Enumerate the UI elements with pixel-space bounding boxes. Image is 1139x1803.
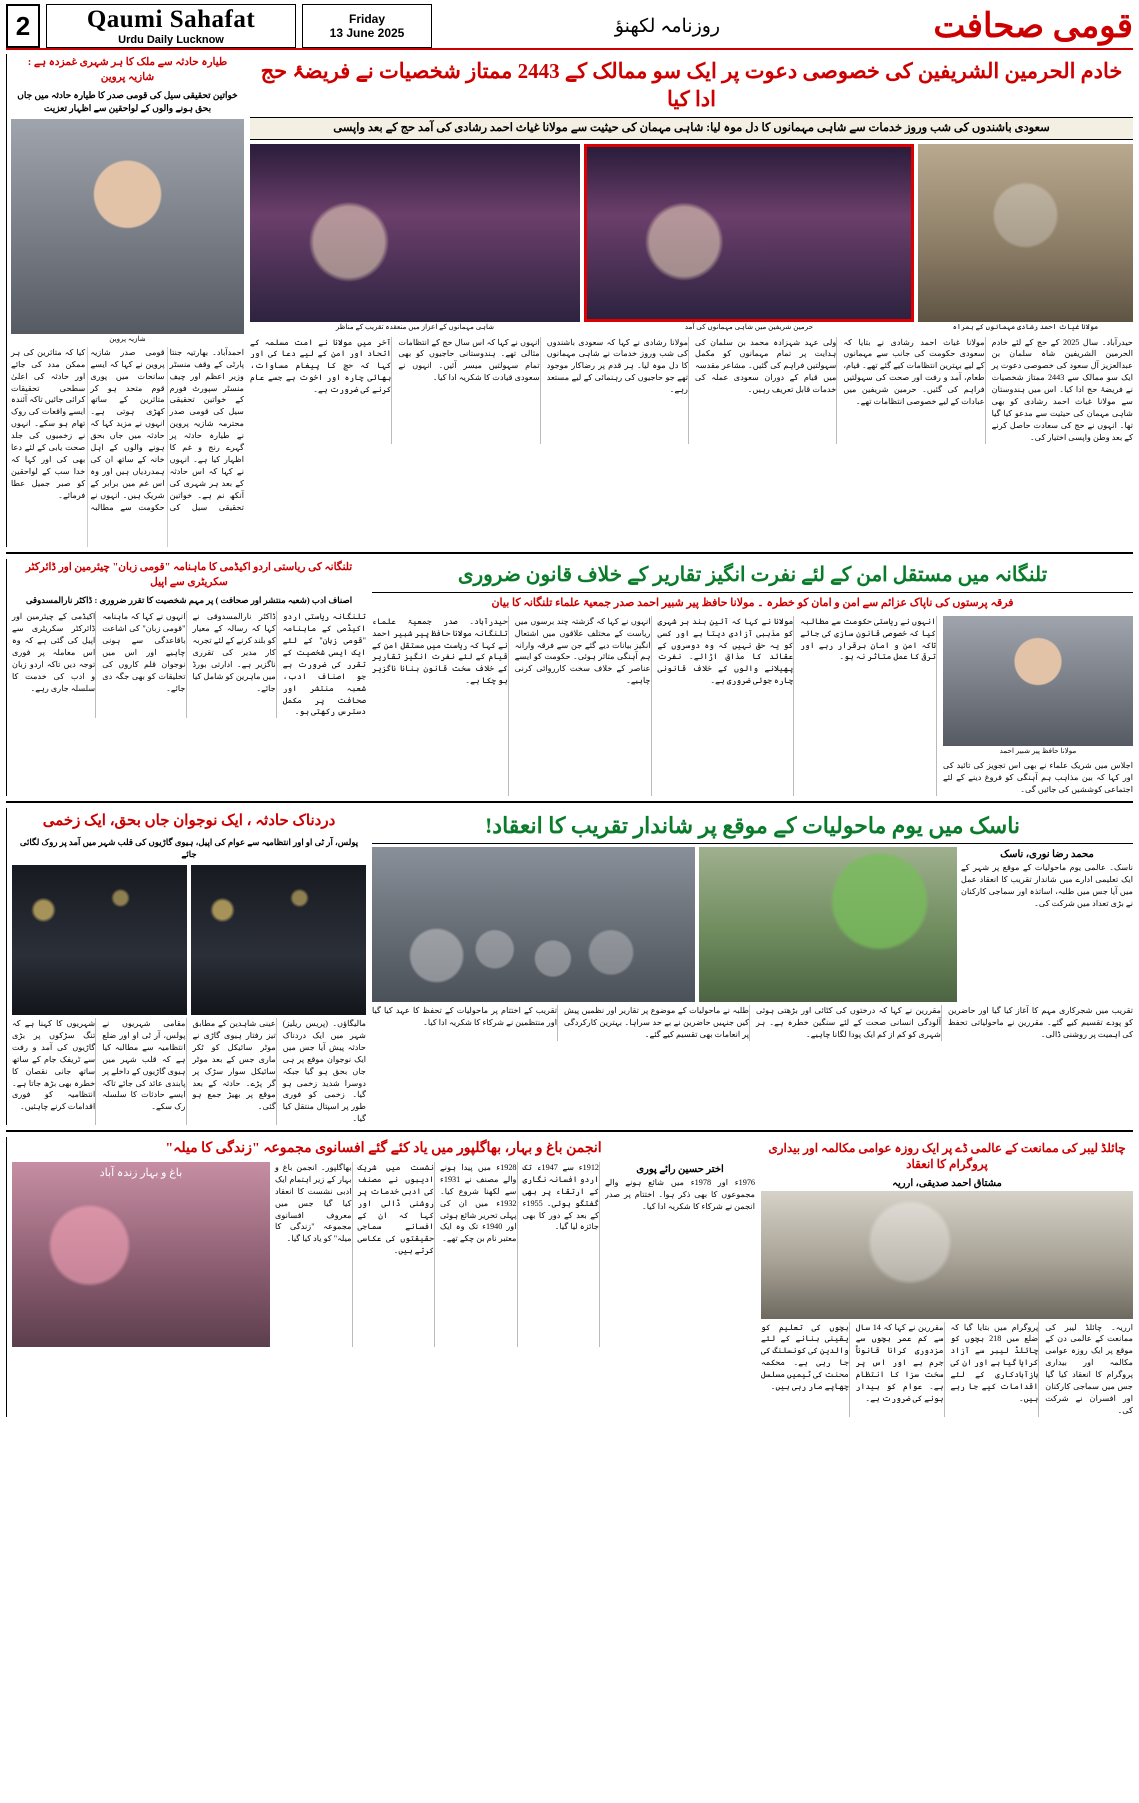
hajj-photo-1 (250, 144, 580, 322)
masthead (6, 4, 1133, 50)
anjuman-photo-banner: باغ و بہار زندہ آباد (99, 1167, 183, 1180)
nashik-photo-2-wrap (699, 847, 957, 1002)
anjuman-body (12, 1162, 755, 1347)
telangana-photo (943, 616, 1133, 746)
hajj-caption-3: مولانا غیاث احمد رشادی مہمانوں کے ہمراہ (952, 323, 1099, 332)
telangana-photo-caption: مولانا حافظ پیر شبیر احمد (999, 746, 1077, 755)
left-headline: طیارہ حادثہ سے ملک کا ہر شہری غمزدہ ہے : شازیہ پروین (27, 57, 228, 83)
hajj-photo-3-wrap (918, 144, 1133, 333)
page-number: 2 (6, 4, 40, 48)
academy-columns (12, 611, 366, 718)
hajj-photo-3 (918, 144, 1133, 322)
child-labour-col-4: بچوں کی تعلیم کو یقینی بنانے کے لئے والدین کی کونسلنگ کی جا رہی ہے۔ محکمہ محنت کی ٹیمیں مسلسل چھاپے مار رہی ہیں۔ (761, 1322, 850, 1417)
hajj-col-6: آخر میں مولانا نے امت مسلمہ کے اتحاد اور امن کے لیے دعا کی اور کہا کہ حج کا پیغام مساوات، بھائی چارہ اور اخوت ہے جسے عام کرنے کی ضرورت ہے۔ (250, 337, 392, 444)
left-column-story (6, 54, 244, 547)
accident-columns (12, 1018, 366, 1125)
child-labour-col-1: ارریہ۔ چائلڈ لیبر کی ممانعت کے عالمی دن کے موقع پر ایک روزہ عوامی مکالمہ اور بیداری پروگرام کا انعقاد کیا گیا جس میں سماجی کارکنان اور افسران نے شرکت کی۔ (1045, 1322, 1133, 1415)
anjuman-col-5: 1976ء اور 1978ء میں شائع ہونے والے مجموعوں کا بھی ذکر ہوا۔ اختتام پر صدر انجمن نے شرکاء کا شکریہ ادا کیا۔ (605, 1178, 755, 1211)
anjuman-headline: انجمن باغ و بہار، بھاگلپور میں یاد کئے گئے افسانوی مجموعہ "زندگی کا میلہ" (165, 1141, 602, 1157)
anjuman-photo-wrap (12, 1162, 270, 1347)
masthead-title-en: Qaumi Sahafat (86, 6, 256, 33)
hajj-story (250, 54, 1133, 547)
left-photo-caption: شازیہ پروین (109, 334, 146, 343)
accident-photo-row (12, 865, 366, 1015)
bottom-block (6, 1137, 1133, 1417)
hajj-col-2: مولانا غیاث احمد رشادی نے بتایا کہ سعودی حکومت کی جانب سے مہمانوں کے لیے بہترین انتظامات کیے گئے تھے۔ قیام، طعام، آمد و رفت اور صحت کی سہولتیں فراہم کی گئیں۔ حرمین شریفین میں عبادات کے لیے خصوصی انتظامات تھے۔ (843, 337, 985, 444)
nashik-photo-1-wrap (372, 847, 695, 1002)
masthead-center-urdu: روزنامہ لکھنؤ (614, 15, 721, 37)
nashik-col-2: تقریب میں شجرکاری مہم کا آغاز کیا گیا اور حاضرین کو پودے تقسیم کیے گئے۔ مقررین نے ماحولیاتی تحفظ کی اہمیت پر روشنی ڈالی۔ (948, 1006, 1133, 1040)
telangana-col-5: اجلاس میں شریک علماء نے بھی اس تجویز کی تائید کی اور کہا کہ بین مذاہب ہم آہنگی کو فروغ دینے کے لئے اجتماعی کوششیں کی جائیں گی۔ (943, 761, 1133, 794)
left-subheadline: خواتین تحقیقی سیل کی قومی صدر کا طیارہ حادثہ میں جاں بحق ہونے والوں کے لواحقین سے اظہار تعزیت (17, 90, 238, 113)
nashik-photo-1 (372, 847, 695, 1002)
academy-subheadline: اصناف ادب (شعبہ منتشر اور صحافت ) پر مہم شخصیت کا تقرر ضروری : ڈاکٹر نارالمسدوقی (25, 595, 353, 606)
nashik-photo-2 (699, 847, 957, 1002)
hajj-caption-2: حرمین شریفین میں شاہی مہمانوں کی آمد (684, 323, 814, 332)
left-photo (11, 119, 244, 334)
telangana-body (372, 616, 1133, 796)
anjuman-story (6, 1137, 755, 1417)
hajj-text-columns (250, 337, 1133, 444)
anjuman-col-1: بھاگلپور۔ انجمن باغ و بہار کے زیر اہتمام ایک ادبی نشست کا انعقاد کیا گیا جس میں معروف افسانوی مجموعہ "زندگی کا میلہ" کو یاد کیا گیا۔ (275, 1162, 353, 1347)
telangana-col-2: انہوں نے کہا کہ گزشتہ چند برسوں میں ریاست کے مختلف علاقوں میں اشتعال انگیز بیانات دیے گئے جن سے فرقہ وارانہ ہم آہنگی متاثر ہوئی۔ حکومت کو ایسے عناصر کے خلاف سخت کارروائی کرنی چاہیے۔ (515, 616, 652, 796)
top-block (6, 54, 1133, 547)
accident-col-1: مالیگاؤں۔ (پریس ریلیز) شہر میں ایک دردناک حادثہ پیش آیا جس میں ایک نوجوان موقع پر ہی جاں بحق ہو گیا جبکہ دوسرا شدید زخمی ہو گیا۔ زخمی کو فوری طور پر اسپتال منتقل کیا گیا۔ (282, 1019, 366, 1124)
accident-col-2: عینی شاہدین کے مطابق تیز رفتار ہیوی گاڑی نے موٹر سائیکل کو ٹکر ماری جس کے بعد موٹر سائیکل سوار سڑک پر گر پڑے۔ حادثہ کے بعد موقع پر بھیڑ جمع ہو گئی۔ (193, 1018, 277, 1125)
child-labour-columns (761, 1322, 1133, 1417)
telangana-story (372, 559, 1133, 796)
accident-col-3: مقامی شہریوں نے پولس، آر ٹی او اور ضلع انتظامیہ سے مطالبہ کیا ہے کہ قلب شہر میں ہیوی گاڑیوں کے داخلے پر پابندی عائد کی جائے تاکہ ایسے حادثات کا سلسلہ رک سکے۔ (102, 1018, 186, 1125)
accident-photo-1 (191, 865, 366, 1015)
hajj-col-1: حیدرآباد۔ سال 2025 کے حج کے لئے خادم الحرمین الشریفین شاہ سلمان بن عبدالعزیز آل سعود کی خصوصی دعوت پر ایک سو ممالک سے 2443 ممتاز شخصیات نے فریضۂ حج ادا کیا۔ اس میں ہندوستان سے مولانا غیاث احمد رشادی کو بھی شاہی مہمان کی حیثیت سے مدعو کیا گیا تھا۔ انہوں نے حج کی سعادت حاصل کرنے کے بعد وطن واپسی اختیار کی۔ (991, 337, 1133, 442)
masthead-date-value: 13 June 2025 (329, 26, 405, 40)
hajj-photo-1-wrap (250, 144, 580, 333)
nashik-col-1: ناسک۔ عالمی یوم ماحولیات کے موقع پر شہر کے ایک تعلیمی ادارے میں شاندار تقریب کا انعقاد عمل میں آیا جس میں طلبہ، اساتذہ اور سماجی کارکنان نے بڑی تعداد میں شرکت کی۔ (961, 863, 1133, 909)
anjuman-byline-wrap (605, 1162, 755, 1347)
telangana-subheadline: فرقہ پرستوں کی ناپاک عزائم سے امن و امان کو خطرہ ۔ مولانا حافظ پیر شبیر احمد صدر جمعیۃ علماء تلنگانہ کا بیان (491, 596, 1014, 609)
hajj-photo-2 (584, 144, 914, 322)
academy-col-3: انہوں نے کہا کہ ماہنامہ "قومی زبان" کی اشاعت باقاعدگی سے ہونی چاہیے اور اس میں نوجوان قلم کاروں کی تخلیقات کو بھی جگہ دی جائے۔ (102, 611, 186, 718)
telangana-col-4: انہوں نے ریاستی حکومت سے مطالبہ کیا کہ خصوصی قانون سازی کی جائے تاکہ امن و امان برقرار رہے اور ترقی کا عمل متاثر نہ ہو۔ (800, 616, 937, 796)
nashik-byline-wrap (961, 847, 1133, 1002)
child-labour-story (761, 1137, 1133, 1417)
nashik-accident-block (6, 808, 1133, 1125)
nashik-col-4: طلبہ نے ماحولیات کے موضوع پر تقاریر اور نظمیں پیش کیں جنہیں حاضرین نے بے حد سراہا۔ بہترین کارکردگی پر انعامات بھی تقسیم کیے گئے۔ (564, 1006, 749, 1040)
telangana-col-1: حیدرآباد۔ صدر جمعیۃ علماء تلنگانہ مولانا حافظ پیر شبیر احمد نے کہا کہ ریاست میں مستقل امن کے قیام کے لئے نفرت انگیز تقاریر کے خلاف سخت قانون بنانا ناگزیر ہو چکا ہے۔ (372, 616, 509, 796)
child-labour-col-2: پروگرام میں بتایا گیا کہ ضلع میں 218 بچوں کو چائلڈ لیبر سے آزاد کرایا گیا ہے اور ان کی بازآبادکاری کے لئے اقدامات کیے جا رہے ہیں۔ (951, 1322, 1040, 1417)
masthead-title-ur: قومی صحافت (933, 8, 1133, 45)
nashik-columns (372, 1005, 1133, 1041)
anjuman-photo (12, 1162, 270, 1347)
child-labour-headline: چائلڈ لیبر کی ممانعت کے عالمی ڈے پر ایک روزہ عوامی مکالمہ اور بیداری پروگرام کا انعقاد (768, 1141, 1126, 1172)
accident-story (6, 808, 366, 1125)
hajj-subheadline: سعودی باشندوں کی شب وروز خدمات سے شاہی مہمانوں کا دل موہ لیا: شاہی مہمان کی حیثیت سے مولانا غیاث احمد رشادی کی آمد حج کے بعد واپسی (250, 118, 1133, 141)
anjuman-col-4: 1912ء سے 1947ء تک اردو افسانہ نگاری کے ارتقاء پر بھی گفتگو ہوئی۔ 1955ء کے بعد کے دور کا بھی جائزہ لیا گیا۔ (523, 1162, 601, 1347)
telangana-headline: تلنگانہ میں مستقل امن کے لئے نفرت انگیز تقاریر کے خلاف قانون ضروری (372, 559, 1133, 593)
nashik-story (372, 808, 1133, 1125)
masthead-logo (46, 4, 296, 48)
hajj-caption-1: شاہی مہمانوں کے اعزاز میں منعقدہ تقریب کے مناظر (335, 323, 495, 332)
child-labour-col-3: مقررین نے کہا کہ 14 سال سے کم عمر بچوں سے مزدوری کرانا قانوناً جرم ہے اور اس پر سخت سزا کا انتظام ہے۔ عوام کو بیدار ہونے کی ضرورت ہے۔ (856, 1322, 945, 1417)
academy-col-2: ڈاکٹر نارالمسدوقی نے کہا کہ رسالہ کے معیار کو بلند کرنے کے لئے تجربہ کار مدیر کی تقرری ناگزیر ہے۔ ادارتی بورڈ میں ماہرین کو شامل کیا جائے۔ (193, 611, 277, 718)
mid-block (6, 559, 1133, 796)
telangana-col-3: مولانا نے کہا کہ آئین ہند ہر شہری کو مذہبی آزادی دیتا ہے اور کسی کو یہ حق نہیں کہ وہ دوسروں کے عقائد کا مذاق اڑائے۔ نفرت پھیلانے والوں کے خلاف قانونی چارہ جوئی ضروری ہے۔ (658, 616, 795, 796)
nashik-byline: محمد رضا نوری، ناسک (1000, 849, 1094, 861)
accident-photo-2 (12, 865, 187, 1015)
academy-headline: تلنگانہ کی ریاستی اردو اکیڈمی کا ماہنامہ "قومی زبان" چیئرمین اور ڈائرکٹر سکریٹری سے اپیل (25, 561, 353, 588)
accident-subheadline: پولس، آر ٹی او اور انتظامیہ سے عوام کی اپیل، ہیوی گاڑیوں کی قلب شہر میں آمد پر روک لگائی جائے (19, 837, 359, 860)
anjuman-col-3: 1928ء میں پیدا ہونے والے مصنف نے 1931ء سے لکھنا شروع کیا۔ 1932ء میں ان کی پہلی تحریر شائع ہوئی اور 1940ء تک وہ ایک معتبر نام بن چکے تھے۔ (440, 1162, 518, 1347)
hajj-col-3: ولی عہد شہزادہ محمد بن سلمان کی ہدایت پر تمام مہمانوں کو مکمل سہولتیں فراہم کی گئیں۔ مشاعر مقدسہ میں قیام کے دوران سعودی عملہ کی خدمات قابل تعریف رہیں۔ (695, 337, 837, 444)
nashik-headline: ناسک میں یوم ماحولیات کے موقع پر شاندار تقریب کا انعقاد! (372, 808, 1133, 845)
nashik-col-3: مقررین نے کہا کہ درختوں کی کٹائی اور بڑھتی ہوئی آلودگی انسانی صحت کے لئے سنگین خطرہ ہے۔ ہر شہری کو کم از کم ایک پودا لگانا چاہیے۔ (756, 1006, 941, 1040)
accident-col-4: شہریوں کا کہنا ہے کہ تنگ سڑکوں پر بڑی گاڑیوں کی آمد و رفت سے ٹریفک جام کے ساتھ ساتھ جانی نقصان کا خطرہ بھی بڑھ جاتا ہے۔ انتظامیہ کو فوری اقدامات کرنے چاہئیں۔ (12, 1018, 96, 1125)
anjuman-col-2: نشست میں شریک ادیبوں نے مصنف کی ادبی خدمات پر روشنی ڈالی اور کہا کہ ان کے افسانے سماجی حقیقتوں کی عکاسی کرتے ہیں۔ (358, 1162, 436, 1347)
masthead-title-urdu-wrap (903, 4, 1133, 48)
academy-col-4: اکیڈمی کے چیئرمین اور ڈائرکٹر سکریٹری سے اپیل کی گئی ہے کہ وہ اس معاملہ پر فوری توجہ دیں تاکہ اردو زبان و ادب کی خدمت کا سلسلہ جاری رہے۔ (12, 611, 96, 718)
accident-headline: دردناک حادثہ ، ایک نوجوان جاں بحق، ایک زخمی (42, 812, 336, 829)
academy-col-1: تلنگانہ ریاستی اردو اکیڈمی کے ماہنامہ "قومی زبان" کے لئے ایک ایسی شخصیت کے تقرر کی ضرورت ہے جو اصناف ادب، شعبہ منتشر اور صحافت پر مکمل دسترس رکھتی ہو۔ (282, 612, 366, 717)
urdu-academy-story (6, 559, 366, 796)
hajj-col-4: مولانا رشادی نے کہا کہ سعودی باشندوں کی شب وروز خدمات نے شاہی مہمانوں کا دل موہ لیا۔ ہر قدم پر رضاکار موجود تھے جو حاجیوں کی رہنمائی کے لیے مستعد رہے۔ (547, 337, 689, 444)
telangana-photo-wrap (943, 616, 1133, 796)
anjuman-byline: اختر حسین رائے پوری (636, 1164, 724, 1176)
nashik-col-5: تقریب کے اختتام پر ماحولیات کے تحفظ کا عہد کیا گیا اور منتظمین نے شرکاء کا شکریہ ادا کیا۔ (372, 1005, 558, 1041)
hajj-headline: خادم الحرمین الشریفین کی خصوصی دعوت پر ایک سو ممالک کے 2443 ممتاز شخصیات نے فریضۂ حج ادا کیا (250, 54, 1133, 118)
left-body: احمدآباد۔ بھارتیہ جنتا پارٹی کے وقف منسٹر وزیر اعظم اور چیف منسٹر سپورٹ فورم کے خواتین تحقیقی سیل کی قومی صدر محترمہ شازیہ پروین نے طیارہ حادثہ پر گہرے رنج و غم کا اظہار کیا ہے۔ انہوں نے کہا کہ اس حادثہ کے بعد ہر شہری کی آنکھ نم ہے۔ خواتین تحقیقی سیل کی قومی صدر شازیہ پروین نے کہا کہ ایسے سانحات میں پوری قوم متحد ہو کر متاثرین کے ساتھ کھڑی ہوتی ہے۔ انہوں نے مزید کہا کہ حادثہ میں جاں بحق ہونے والوں کے اہل خانہ کے ساتھ ان کی ہمدردیاں ہیں اور وہ اس غم میں برابر کے شریک ہیں۔ انہوں نے حکومت سے مطالبہ کیا کہ متاثرین کی ہر ممکن مدد کی جائے اور حادثہ کی اعلیٰ سطحی تحقیقات کرائی جائیں تاکہ آئندہ ایسے واقعات کی روک تھام ہو سکے۔ انہوں نے زخمیوں کی جلد صحت یابی کے لئے دعا بھی کی اور کہا کہ خدا سب کے لواحقین کو صبر جمیل عطا فرمائے۔ (11, 347, 244, 512)
masthead-date (302, 4, 432, 48)
nashik-photo-row (372, 847, 1133, 1002)
masthead-subtitle-en: Urdu Daily Lucknow (118, 34, 224, 46)
masthead-day: Friday (348, 12, 385, 26)
hajj-col-5: انہوں نے کہا کہ اس سال حج کے انتظامات مثالی تھے۔ ہندوستانی حاجیوں کو بھی تمام سہولتیں میسر آئیں۔ انہوں نے سعودی قیادت کا شکریہ ادا کیا۔ (398, 337, 540, 444)
child-labour-byline: مشتاق احمد صدیقی، ارریہ (892, 1177, 1002, 1189)
child-labour-photo (761, 1191, 1133, 1319)
hajj-photo-row (250, 144, 1133, 333)
hajj-photo-2-wrap (584, 144, 914, 333)
